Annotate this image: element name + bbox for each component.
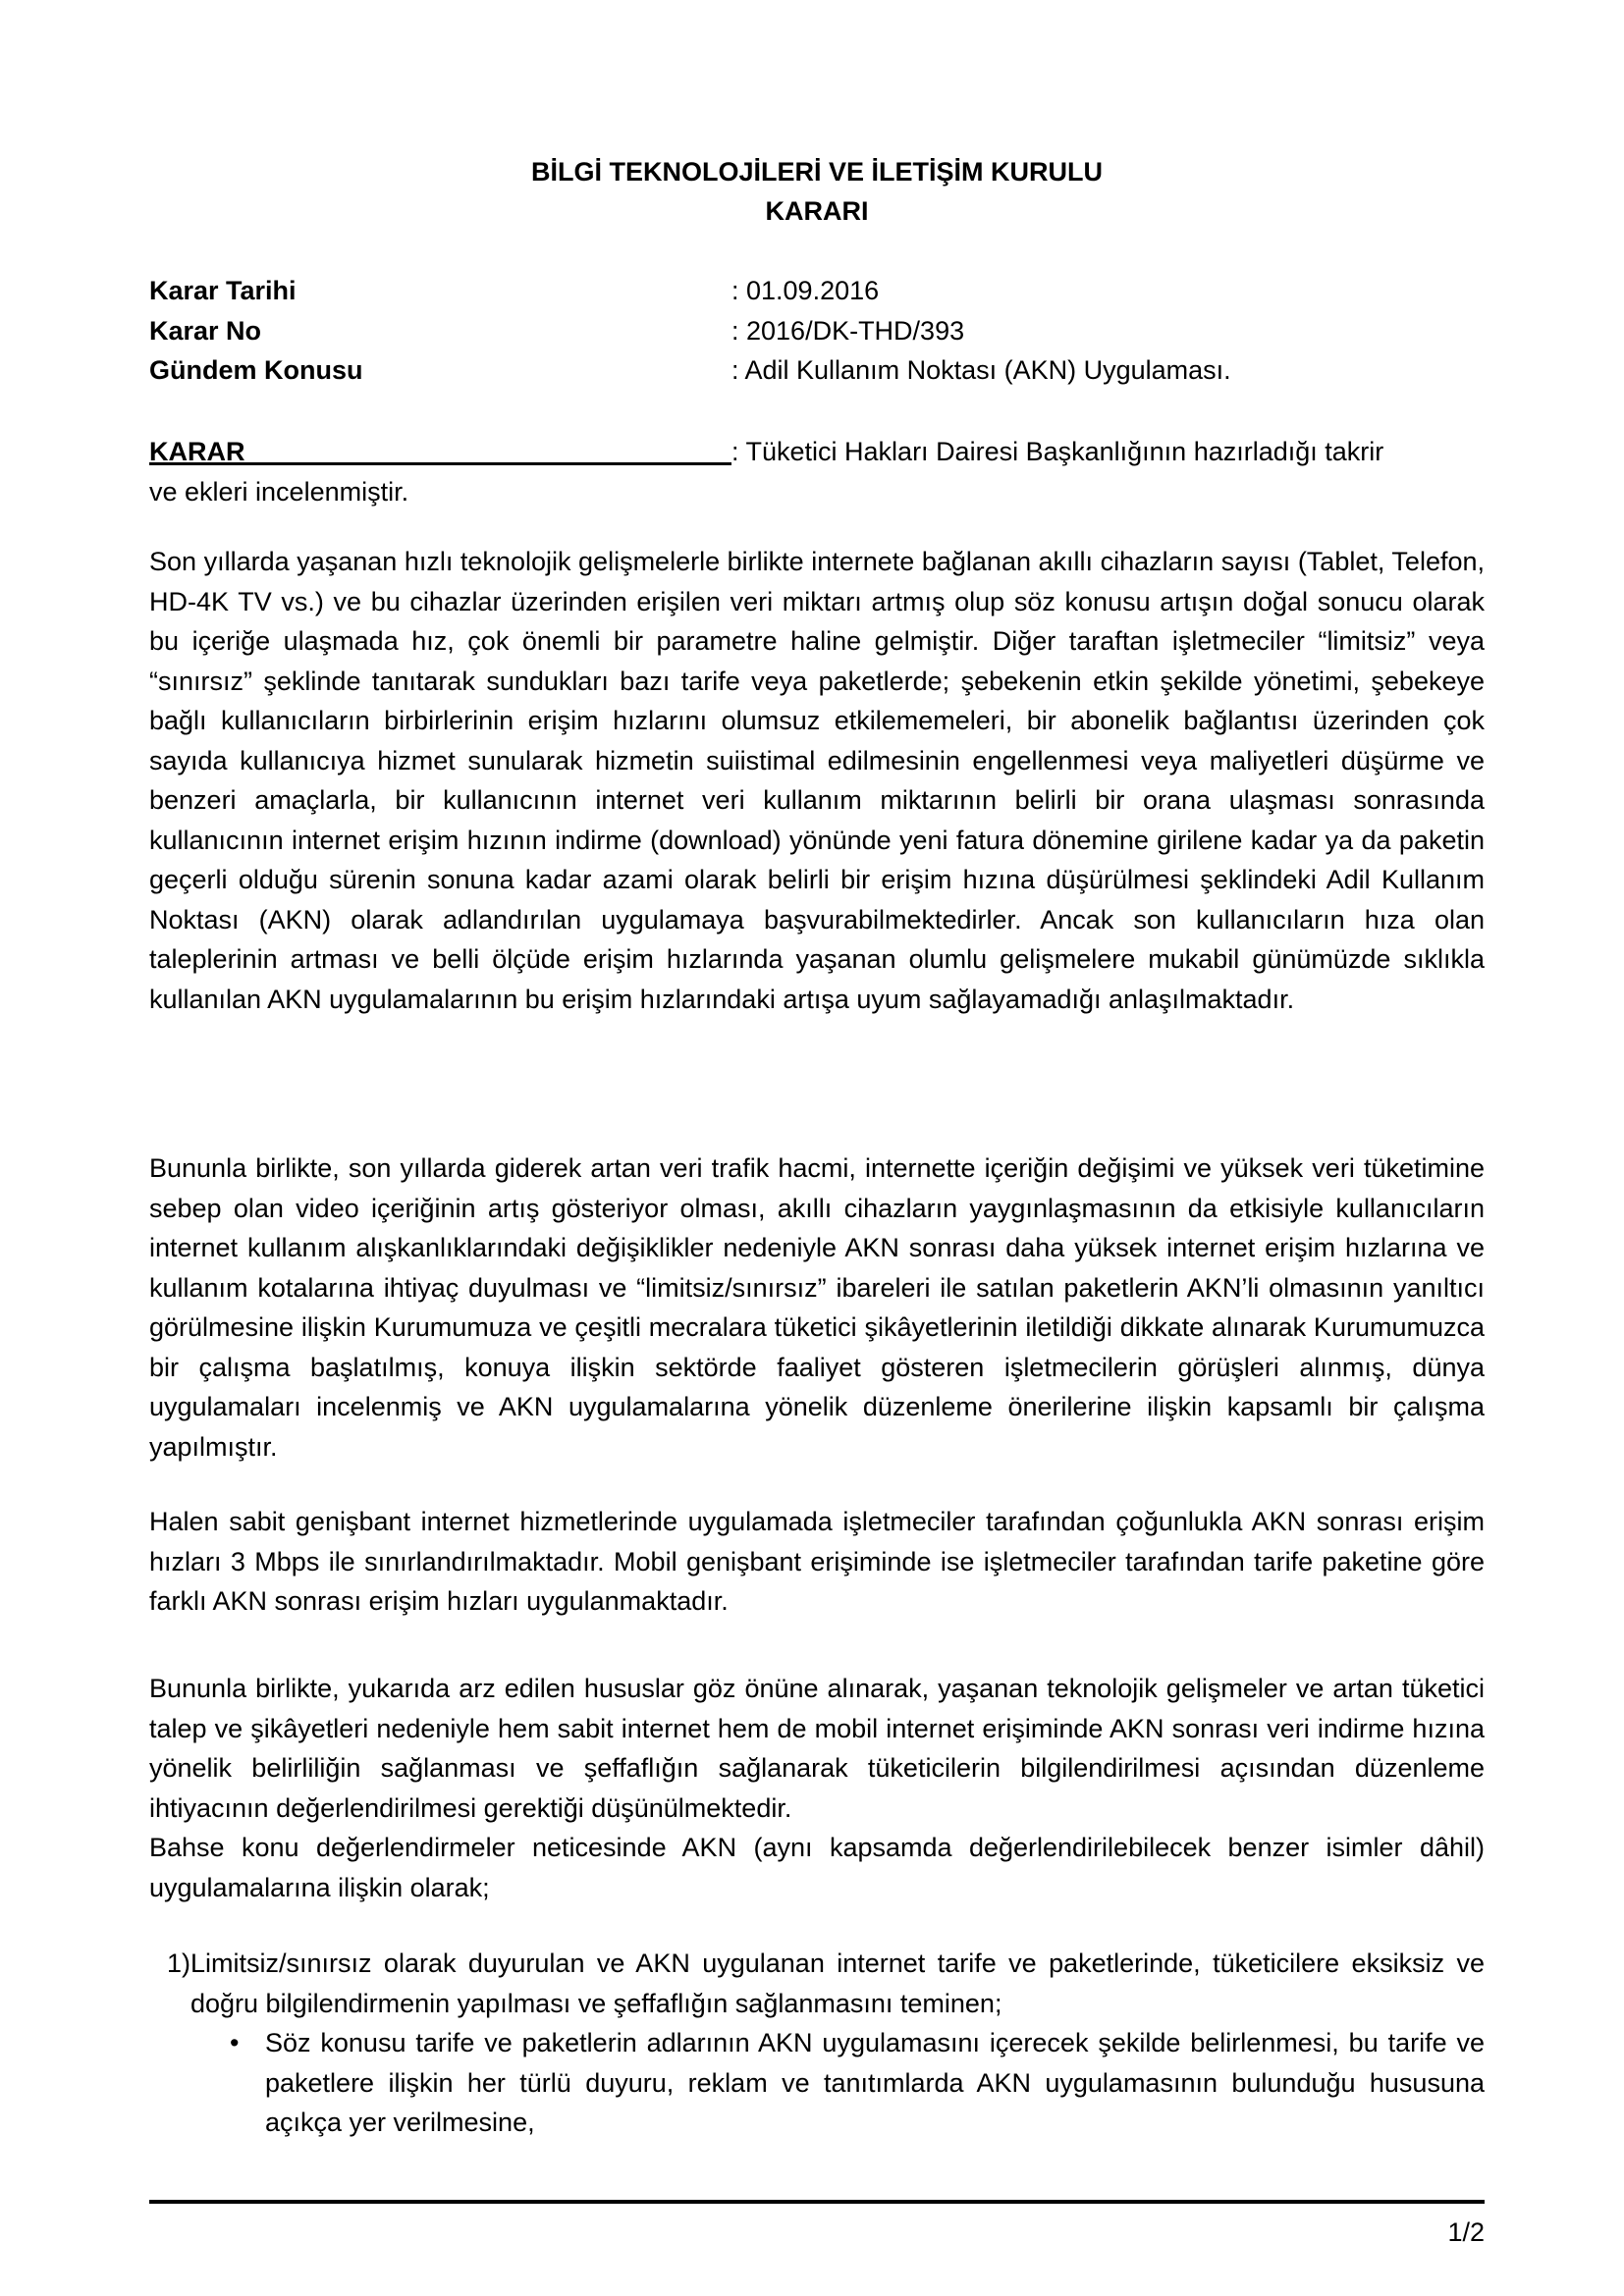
list-item — [149, 1944, 1485, 2023]
bullet-item — [149, 2023, 1485, 2143]
meta-value: : 01.09.2016 — [731, 276, 880, 305]
meta-value: : Adil Kullanım Noktası (AKN) Uygulaması. — [731, 355, 1231, 385]
meta-label: Karar No — [149, 315, 262, 346]
decision-row — [149, 432, 1485, 472]
document-title: BİLGİ TEKNOLOJİLERİ VE İLETİŞİM KURULU — [530, 157, 1104, 187]
meta-row-number — [149, 311, 1485, 351]
list-item-number: 1) — [167, 1949, 191, 1978]
document-subtitle: KARARI — [765, 196, 869, 226]
decision-metadata — [149, 271, 1485, 391]
decision-list — [149, 1944, 1485, 2143]
paragraph: Bununla birlikte, son yıllarda giderek artan veri trafik hacmi, internette içeriğin değişimi ve yüksek veri tüketimine sebep olan video içeriğinin artış gösteriyor olması, akıllı cihazların yaygınlaşmasının da etkisiyle kullanıcıların internet kullanım alışkanlıklarındaki değişiklikler nedeniyle AKN sonrası daha yüksek internet erişim hızlarına ve kullanım kotalarına ihtiyaç duyulması ve “limitsiz/sınırsız” ibareleri ile satılan paketlerin AKN’li olmasının yanıltıcı görülmesine ilişkin Kurumumuza ve çeşitli mecralara tüketici şikâyetlerinin iletildiği dikkate alınarak Kurumumuzca bir çalışma başlatılmış, konuya ilişkin sektörde faaliyet gösteren işletmecilerin görüşleri alınmış, dünya uygulamaları incelenmiş ve AKN uygulamalarına yönelik düzenleme önerilerine ilişkin kapsamlı bir çalışma yapılmıştır. — [149, 1153, 1485, 1462]
meta-row-date — [149, 271, 1485, 311]
page-number: 1/2 — [1447, 2217, 1485, 2247]
meta-label: Gündem Konusu — [149, 355, 363, 385]
bullet-item-text: Söz konusu tarife ve paketlerin adlarının AKN uygulamasını içerecek şekilde belirlenmesi, bu tarife ve paketlere ilişkin her türlü duyuru, reklam ve tanıtımlarda AKN uygulamasının bulunduğu hususuna açıkça yer verilmesine, — [265, 2028, 1485, 2137]
decision-continuation: ve ekleri incelenmiştir. — [149, 476, 409, 507]
paragraph: Halen sabit genişbant internet hizmetlerinde uygulamada işletmeciler tarafından çoğunlukla AKN sonrası erişim hızları 3 Mbps ile sınırlandırılmaktadır. Mobil genişbant erişiminde ise işletmeciler tarafından tarife paketine göre farklı AKN sonrası erişim hızları uygulanmaktadır. — [149, 1507, 1485, 1616]
list-item-text: Limitsiz/sınırsız olarak duyurulan ve AKN uygulanan internet tarife ve paketlerinde, tüketicilere eksiksiz ve doğru bilgilendirmenin yapılması ve şeffaflığın sağlanmasını teminen; — [190, 1949, 1485, 2018]
paragraph: Son yıllarda yaşanan hızlı teknolojik gelişmelerle birlikte internete bağlanan akıllı cihazların sayısı (Tablet, Telefon, HD-4K TV vs.) ve bu cihazlar üzerinden erişilen veri miktarı artmış olup söz konusu artışın doğal sonucu olarak bu içeriğe ulaşmada hız, çok önemli bir parametre haline gelmiştir. Diğer taraftan işletmeciler “limitsiz” veya “sınırsız” şeklinde tanıtarak sundukları bazı tarife veya paketlerde; şebekenin etkin şekilde yönetimi, şebekeye bağlı kullanıcıların birbirlerinin erişim hızlarını olumsuz etkilememeleri, bir abonelik bağlantısı üzerinden çok sayıda kullanıcıya hizmet sunularak hizmetin suiistimal edilmesinin engellenmesi veya maliyetleri düşürme ve benzeri amaçlarla, bir kullanıcının internet veri kullanım miktarının belirli bir orana ulaşması sonrasında kullanıcının internet erişim hızının indirme (download) yönünde yeni fatura dönemine girilene kadar ya da paketin geçerli olduğu sürenin sonuna kadar azami olarak belirli bir erişim hızına düşürülmesi şeklindeki Adil Kullanım Noktası (AKN) olarak adlandırılan uygulamaya başvurabilmektedirler. Ancak son kullanıcıların hıza olan taleplerinin artması ve belli ölçüde erişim hızlarında yaşanan olumlu gelişmelere mukabil günümüzde sıklıkla kullanılan AKN uygulamalarının bu erişim hızlarındaki artışa uyum sağlayamadığı anlaşılmaktadır. — [149, 547, 1485, 1014]
paragraph: Bahse konu değerlendirmeler neticesinde AKN (aynı kapsamda değerlendirilebilecek benzer isimler dâhil) uygulamalarına ilişkin olarak; — [149, 1833, 1485, 1902]
decision-label: KARAR — [149, 432, 731, 465]
paragraph: Bununla birlikte, yukarıda arz edilen hususlar göz önüne alınarak, yaşanan teknolojik gelişmeler ve artan tüketici talep ve şikâyetleri nedeniyle hem sabit internet hem de mobil internet erişiminde AKN sonrası veri indirme hızına yönelik belirliliğin sağlanması ve şeffaflığın sağlanarak tüketicilerin bilgilendirilmesi açısından düzenleme ihtiyacının değerlendirilmesi gerektiği düşünülmektedir. — [149, 1674, 1485, 1823]
meta-label: Karar Tarihi — [149, 276, 297, 305]
decision-value: : Tüketici Hakları Dairesi Başkanlığının hazırladığı takrir — [731, 437, 1384, 466]
bullet-icon: • — [230, 2028, 240, 2057]
decision-section — [149, 432, 1485, 511]
footer-divider — [149, 2200, 1485, 2204]
meta-value: : 2016/DK-THD/393 — [731, 315, 965, 346]
meta-row-subject — [149, 350, 1485, 391]
